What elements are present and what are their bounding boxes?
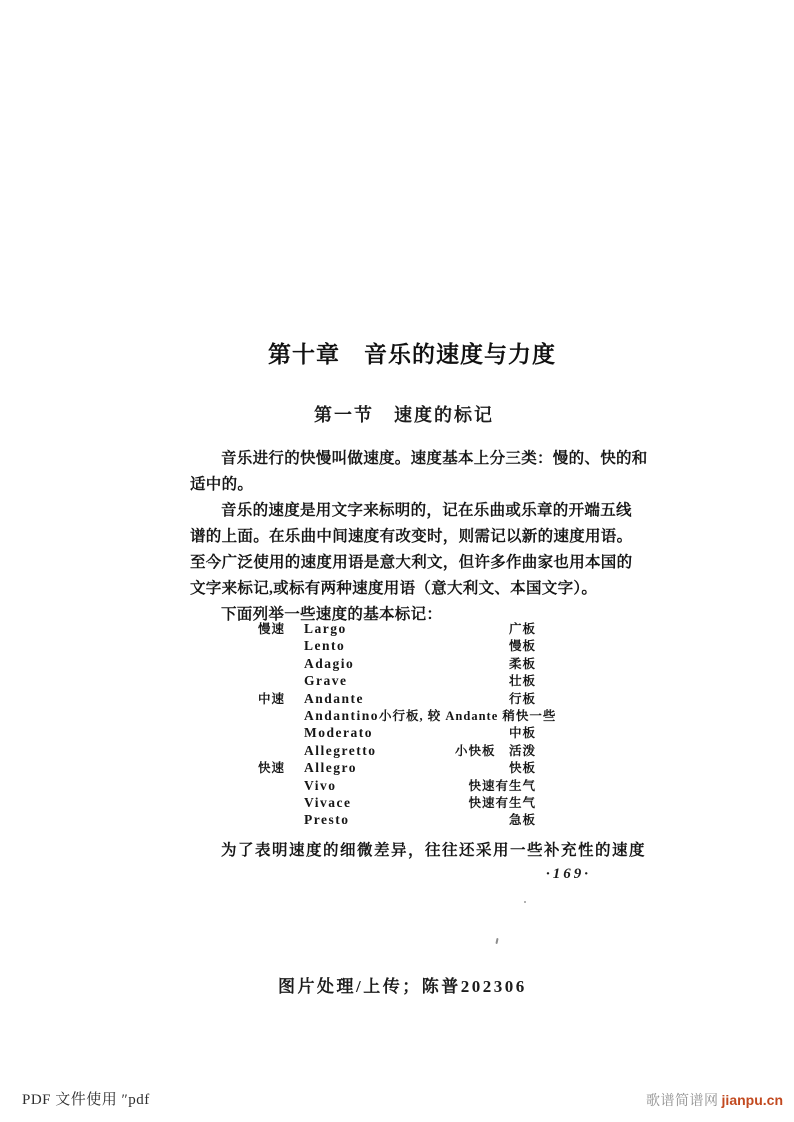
tempo-term: Moderato	[304, 725, 373, 741]
tempo-row	[258, 655, 536, 672]
tempo-category: 中速	[258, 691, 286, 706]
tempo-meaning: 快板	[508, 761, 536, 776]
scan-speck	[495, 938, 498, 944]
tempo-meaning: 壮板	[508, 674, 536, 689]
tempo-meaning: 中板	[508, 726, 536, 741]
tempo-term: Lento	[304, 638, 346, 654]
site-url: jianpu.cn	[721, 1092, 783, 1108]
tempo-row	[258, 620, 536, 637]
tempo-row	[258, 777, 536, 794]
tempo-term: Adagio	[304, 655, 355, 671]
section-title: 第一节 速度的标记	[314, 405, 494, 425]
site-name: 歌谱简谱网	[646, 1092, 719, 1108]
tempo-meaning: 快速有生气	[468, 778, 536, 793]
tempo-term: Vivo	[304, 777, 337, 793]
paragraph-line: 下面列举一些速度的基本标记：	[221, 606, 443, 623]
footer-watermark	[646, 1090, 783, 1110]
closing-paragraph: 为了表明速度的细微差异，往往还采用一些补充性的速度	[221, 842, 647, 859]
tempo-meaning: 小行板, 较 Andante 稍快一些	[379, 708, 557, 723]
tempo-term: Andantino	[304, 707, 380, 723]
paragraph-line: 音乐进行的快慢叫做速度。速度基本上分三类：慢的、快的和	[221, 450, 648, 467]
tempo-meaning: 广板	[508, 622, 536, 636]
paragraph-line: 文字来标记,或标有两种速度用语（意大利文、本国文字）。	[190, 580, 598, 597]
tempo-row	[258, 759, 536, 776]
tempo-row	[258, 811, 536, 828]
tempo-term: Vivace	[304, 794, 352, 810]
tempo-category: 慢速	[258, 622, 286, 636]
page-number: ·169·	[546, 866, 591, 882]
tempo-meaning: 快速有生气	[468, 795, 536, 810]
tempo-row	[258, 724, 536, 741]
tempo-term: Grave	[304, 673, 348, 689]
tempo-meaning: 柔板	[508, 656, 536, 671]
tempo-meaning: 急板	[508, 813, 536, 828]
tempo-row	[258, 707, 557, 724]
tempo-row	[258, 742, 536, 759]
tempo-term: Allegro	[304, 760, 357, 776]
tempo-meaning: 行板	[508, 691, 536, 706]
footer-left-text: PDF 文件使用 ″pdf	[22, 1092, 150, 1108]
tempo-category: 快速	[258, 761, 286, 776]
chapter-title: 第十章 音乐的速度与力度	[268, 341, 556, 367]
tempo-list	[258, 620, 557, 829]
tempo-term: Largo	[304, 621, 347, 636]
tempo-meaning: 慢板	[508, 639, 536, 654]
scan-speck	[524, 901, 526, 903]
paragraph-line: 谱的上面。在乐曲中间速度有改变时，则需记以新的速度用语。	[190, 528, 633, 545]
paragraph-line: 适中的。	[190, 476, 254, 493]
tempo-row	[258, 690, 536, 707]
body-text-block	[190, 446, 648, 628]
tempo-meaning: 小快板 活泼	[454, 743, 536, 758]
tempo-term: Allegretto	[304, 742, 377, 758]
upload-credit: 图片处理/上传；陈普202306	[278, 977, 527, 996]
tempo-row	[258, 794, 536, 811]
tempo-term: Andante	[304, 690, 365, 706]
tempo-row	[258, 637, 536, 654]
tempo-row	[258, 672, 536, 689]
tempo-term: Presto	[304, 812, 350, 828]
paragraph-line: 至今广泛使用的速度用语是意大利文，但许多作曲家也用本国的	[190, 554, 633, 571]
paragraph-line: 音乐的速度是用文字来标明的，记在乐曲或乐章的开端五线	[221, 502, 632, 519]
